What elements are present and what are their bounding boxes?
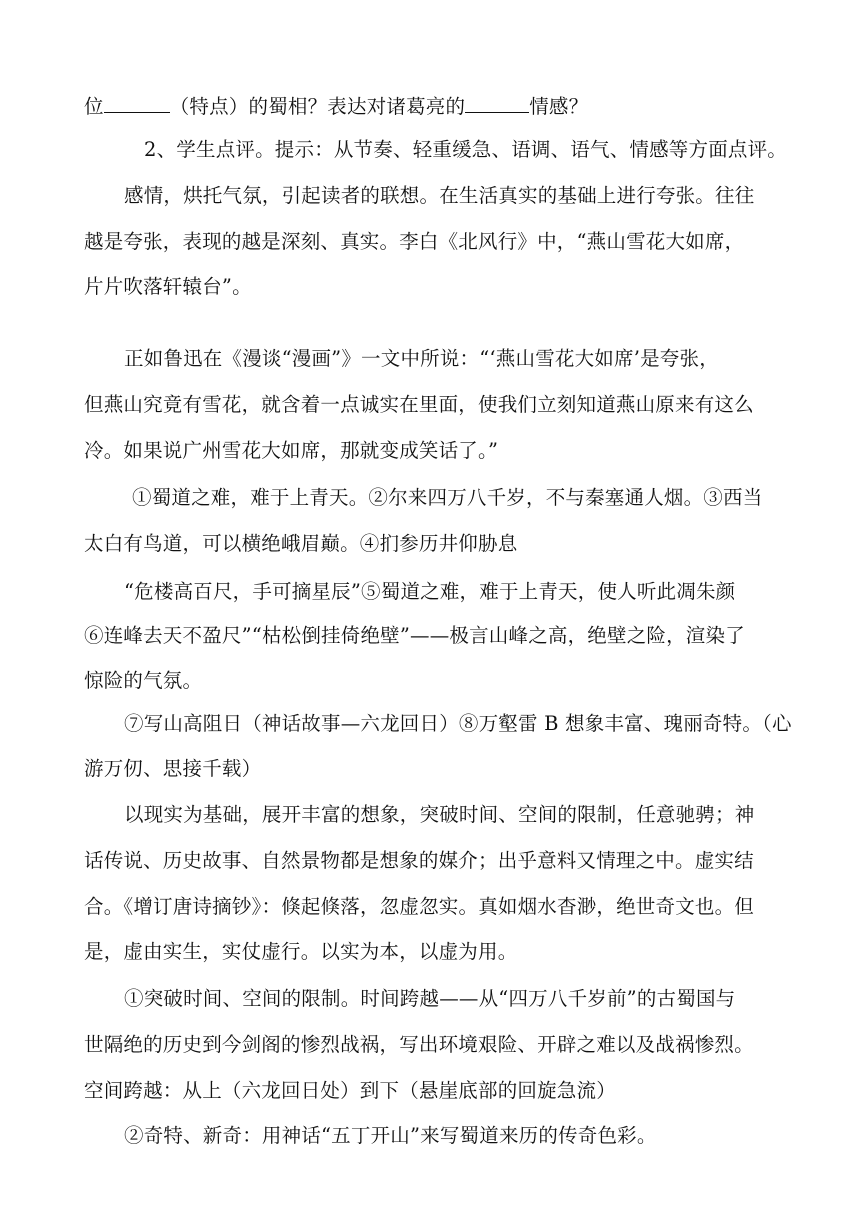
text-line-16: 话传说、历史故事、自然景物都是想象的媒介；出乎意料又情理之中。虚实结	[84, 849, 754, 872]
text-line-1: 2、学生点评。提示：从节奏、轻重缓急、语调、语气、情感等方面点评。	[144, 138, 788, 161]
text-line-14: 游万仞、思接千载）	[84, 757, 262, 780]
question-line	[0, 86, 860, 122]
text-line-2: 感情，烘托气氛，引起读者的联想。在生活真实的基础上进行夸张。往往	[124, 184, 755, 207]
text-line-4: 片片吹落轩辕台”。	[84, 275, 252, 298]
question-text-start: 位	[84, 95, 104, 118]
answer-blank-trait	[104, 86, 170, 113]
text-line-3: 越是夸张，表现的越是深刻、真实。李白《北风行》中，“燕山雪花大如席，	[84, 230, 745, 253]
question-text-middle: （特点）的蜀相？表达对诸葛亮的	[169, 95, 466, 118]
answer-blank-emotion	[465, 86, 529, 113]
text-line-10: “危楼高百尺，手可摘星辰”⑤蜀道之难，难于上青天，使人听此凋朱颜	[124, 580, 736, 603]
text-line-12: 惊险的气氛。	[84, 669, 203, 692]
text-line-9: 太白有鸟道，可以横绝峨眉巅。④扪参历井仰胁息	[84, 532, 518, 555]
text-line-20: 世隔绝的历史到今剑阁的惨烈战祸，写出环境艰险、开辟之难以及战祸惨烈。	[84, 1033, 754, 1056]
text-line-18: 是，虚由实生，实仗虚行。以实为本，以虚为用。	[84, 940, 518, 963]
text-line-5: 正如鲁迅在《漫谈“漫画”》一文中所说：“‘燕山雪花大如席’是夸张，	[124, 347, 719, 370]
text-line-17: 合。《增订唐诗摘钞》：倏起倏落，忽虚忽实。真如烟水杳渺，绝世奇文也。但	[84, 895, 755, 918]
text-line-7: 冷。如果说广州雪花大如席，那就变成笑话了。”	[84, 439, 499, 462]
text-line-22: ②奇特、新奇：用神话“五丁开山”来写蜀道来历的传奇色彩。	[124, 1124, 657, 1147]
text-line-13: ⑦写山高阻日（神话故事—六龙回日）⑧万壑雷 B 想象丰富、瑰丽奇特。（心	[124, 712, 792, 735]
text-line-8: ①蜀道之难，难于上青天。②尔来四万八千岁，不与秦塞通人烟。③西当	[132, 486, 763, 509]
text-line-19: ①突破时间、空间的限制。时间跨越——从“四万八千岁前”的古蜀国与	[124, 987, 736, 1010]
text-line-11: ⑥连峰去天不盈尺”“枯松倒挂倚绝壁”——极言山峰之高，绝壁之险，渲染了	[84, 624, 745, 647]
text-line-6: 但燕山究竟有雪花，就含着一点诚实在里面，使我们立刻知道燕山原来有这么	[84, 393, 754, 416]
text-line-15: 以现实为基础，展开丰富的想象，突破时间、空间的限制，任意驰骋；神	[124, 803, 755, 826]
text-line-21: 空间跨越：从上（六龙回日处）到下（悬崖底部的回旋急流）	[84, 1079, 616, 1102]
question-text-end: 情感？	[529, 95, 589, 118]
